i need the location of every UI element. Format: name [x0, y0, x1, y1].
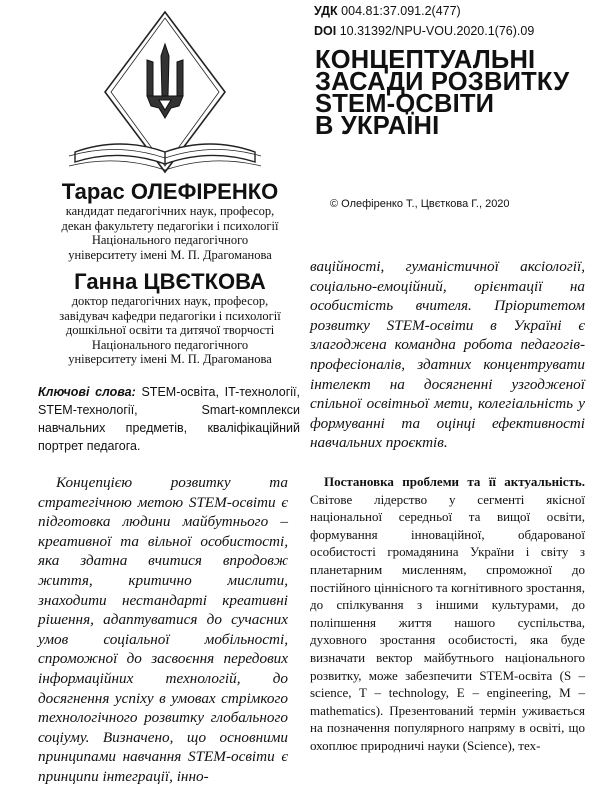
author-first-name: Ганна [74, 269, 138, 294]
author-block [40, 270, 300, 367]
author-affiliation-line: дошкільної освіти та дитячої творчості [65, 323, 275, 337]
udk-label: УДК [314, 4, 338, 18]
author-affiliation-line: Національного педагогічного [91, 337, 249, 352]
title-line: В УКРАЇНІ [315, 112, 440, 140]
keywords-text: STEM-освіта, IT-технології, STEM-технології, Smart-комплекси навчальних предметів, кваліфікаційний портрет педагога. [38, 385, 300, 453]
abstract-text-continued: ваційності, гуманістичної аксіології, соціально-емоційний, орієнтації на особистість вчителя. Пріоритетом розвитку STEM-освіти в Україні є злагоджена командна робота педагогів-професіоналів, здатних концентрувати інтелект на досягненні узгодженої спільної освітньої мети, колегіальність у формуванні та оцінці ефективності навчальних проєктів. [310, 258, 585, 452]
udk-value: 004.81:37.091.2(477) [341, 4, 461, 18]
author-affiliation-line: Національного педагогічного [91, 233, 249, 247]
author-name [40, 270, 300, 294]
body-text-section [310, 473, 585, 755]
doi-label: DOI [314, 24, 337, 38]
article-title [315, 46, 595, 140]
author-affiliation-line: доктор педагогічних наук, професор, [71, 294, 269, 308]
body-paragraph [310, 473, 585, 755]
author-last-name: ОЛЕФІРЕНКО [130, 179, 279, 204]
section-heading: Постановка проблеми та її актуальність. [324, 474, 585, 489]
keywords-label: Ключові слова: [38, 385, 136, 399]
title-line: STEM-ОСВІТИ [315, 90, 495, 118]
abstract-column-left [38, 473, 288, 787]
author-affiliation-line: завідувач кафедри педагогіки і психології [59, 308, 281, 323]
author-affiliation-line: університету імені М. П. Драгоманова [68, 247, 272, 262]
author-name [40, 180, 300, 204]
title-line: ЗАСАДИ РОЗВИТКУ [315, 68, 570, 96]
author-affiliation-line: кандидат педагогічних наук, професор, [65, 204, 275, 218]
copyright-note: © Олефіренко Т., Цвєткова Г., 2020 [330, 198, 510, 210]
doi-value[interactable]: 10.31392/NPU-VOU.2020.1(76).09 [339, 24, 535, 38]
keywords [38, 383, 300, 455]
author-first-name: Тарас [61, 179, 125, 204]
author-affiliation-line: декан факультету педагогіки і психології [61, 218, 279, 233]
journal-logo-trident-icon [55, 4, 275, 180]
abstract-column-right [310, 257, 585, 453]
body-text: Світове лідерство у сегменті якісної національної середньої та вищої освіти, формування інноваційної, обдарованої особистості громадянина України і світу з планетарним мисленням, спроможної до постійного ціннісного та когнітивного зростання, до спілкування з іншими культурами, до поліпшення життя нашого суспільства, духовного зростання особистості, яка буде визначати вектор майбутнього національного розвитку, може забезпечити STEM-освіта (S – science, T – technology, E – engineering, M – mathematics). Презентований термін уживається на позначення популярного напряму в освіті, що охоплює природничі науки (Science), тех- [310, 491, 585, 753]
doi-code [314, 24, 534, 38]
udk-code [314, 4, 461, 18]
author-block [40, 180, 300, 262]
author-affiliation-line: університету імені М. П. Драгоманова [68, 352, 272, 366]
abstract-text: Концепцією розвитку та стратегічною метою STEM-освіти є підготовка людини майбутнього – креативної та вільної особистості, яка здатна вчитися впродовж життя, критично мислити, знаходити нестандарті креативні рішення, адаптуватися до сучасних умов соціальної мобільності, спроможної до засвоєння передових інформаційних технологій, до досягнення успіху в умовах стрімкого технологічного розвитку глобального соціуму. Визначено, що основними принципами навчання STEM-освіти є принципи інтеграції, інно- [38, 474, 288, 785]
author-last-name: ЦВЄТКОВА [143, 269, 266, 294]
title-line: КОНЦЕПТУАЛЬНІ [315, 46, 536, 74]
